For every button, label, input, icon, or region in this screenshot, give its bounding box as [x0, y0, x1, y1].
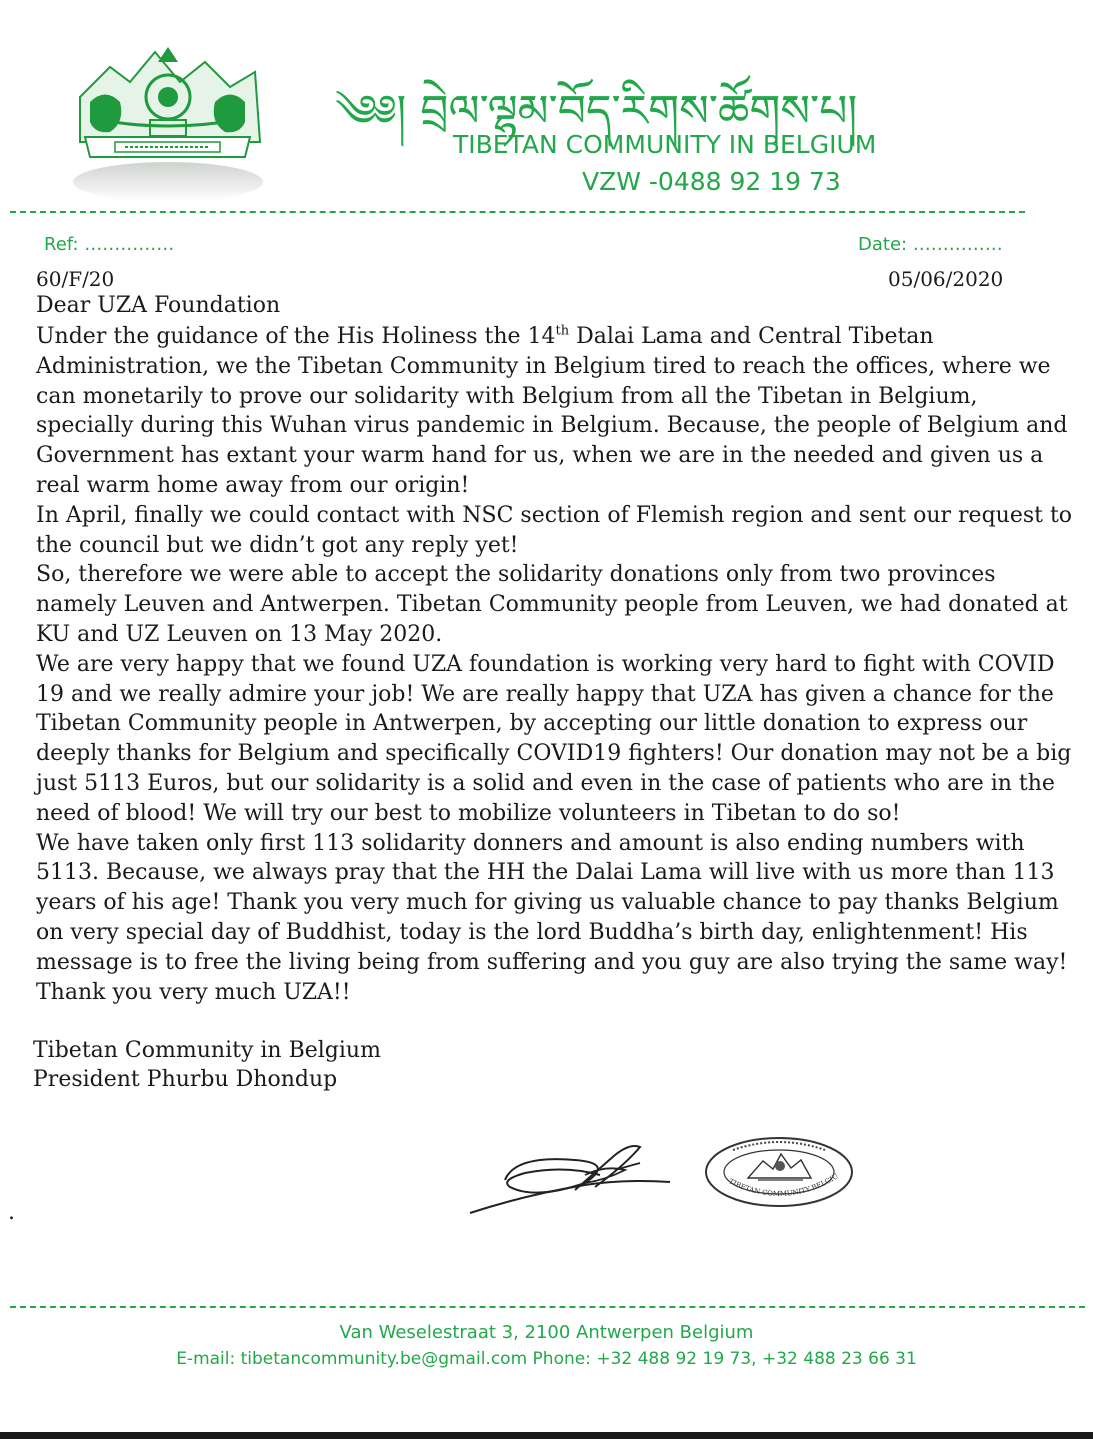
date-label: Date: ……………: [858, 234, 1003, 255]
community-seal-icon: [703, 1136, 855, 1208]
footer-contact: E-mail: tibetancommunity.be@gmail.com Phone: +32 488 92 19 73, +32 488 23 66 31: [176, 1349, 917, 1369]
ref-label: Ref: ……………: [44, 234, 175, 255]
page-bottom-edge: [0, 1432, 1093, 1439]
snow-lion-emblem-icon: [70, 42, 265, 202]
handwritten-signature-icon: [465, 1135, 675, 1220]
paragraph-5: We have taken only first 113 solidarity donners and amount is also ending numbers with 5113. Because, we always pray that the HH the Dalai Lama will live with us more than 113 years of his age! Thank you very much for giving us valuable chance to pay thanks Belgium on very special day of Buddhist, today is the lord Buddha’s birth day, enlightenment! His message is to free the living being from suffering and you guy are also trying the same way!: [36, 830, 1068, 975]
org-name: TIBETAN COMMUNITY IN BELGIUM: [453, 130, 877, 159]
ordinal-suffix: th: [555, 323, 570, 339]
tibetan-org-title: ༄༅། བྲེལ་ལྷམ་བོད་རིགས་ཚོགས་པ།: [335, 86, 858, 137]
paragraph-2: In April, finally we could contact with NSC section of Flemish region and sent our request to the council but we didn’t got any reply yet!: [36, 502, 1073, 558]
paragraph-1-text-a: Under the guidance of the His Holiness the 14: [36, 324, 556, 349]
stray-dot: .: [8, 1200, 15, 1225]
closing-name: President Phurbu Dhondup: [33, 1067, 338, 1092]
paragraph-3: So, therefore we were able to accept the solidarity donations only from two provinces namely Leuven and Antwerpen. Tibetan Community people from Leuven, we had donated at KU and UZ Leuven on 13 May 2020.: [36, 562, 1068, 647]
footer-divider: [10, 1306, 1085, 1308]
letter-body: [36, 322, 1076, 1007]
paragraph-4: We are very happy that we found UZA foundation is working very hard to fight with COVID 19 and we really admire your job! We are really happy that UZA has given a chance for the Tibetan Community people in Antwerpen, by accepting our little donation to express our deeply thanks for Belgium and specifically COVID19 fighters! Our donation may not be a big just 5113 Euros, but our solidarity is a solid and even in the case of patients who are in the need of blood! We will try our best to mobilize volunteers in Tibetan to do so!: [36, 651, 1072, 826]
footer-address: Van Weselestraat 3, 2100 Antwerpen Belgium: [339, 1322, 754, 1343]
paragraph-1-text-b: Dalai Lama and Central Tibetan Administration, we the Tibetan Community in Belgium tired to reach the offices, where we can monetarily to prove our solidarity with Belgium from all the Tibetan in Belgium, specially during this Wuhan virus pandemic in Belgium. Because, the people of Belgium and Government has extant your warm hand for us, when we are in the needed and given us a real warm home away from our origin!: [36, 324, 1068, 498]
org-registration: VZW -0488 92 19 73: [582, 167, 841, 196]
seal-text: TIBETAN COMMUNITY BELGIU: [727, 1172, 840, 1199]
paragraph-6: Thank you very much UZA!!: [36, 979, 351, 1005]
ref-value: 60/F/20: [36, 267, 115, 291]
paragraph-1: [36, 322, 1076, 501]
closing-org: Tibetan Community in Belgium: [33, 1038, 381, 1063]
date-value: 05/06/2020: [888, 267, 1004, 291]
header-divider: [10, 211, 1025, 213]
salutation: Dear UZA Foundation: [36, 293, 281, 318]
